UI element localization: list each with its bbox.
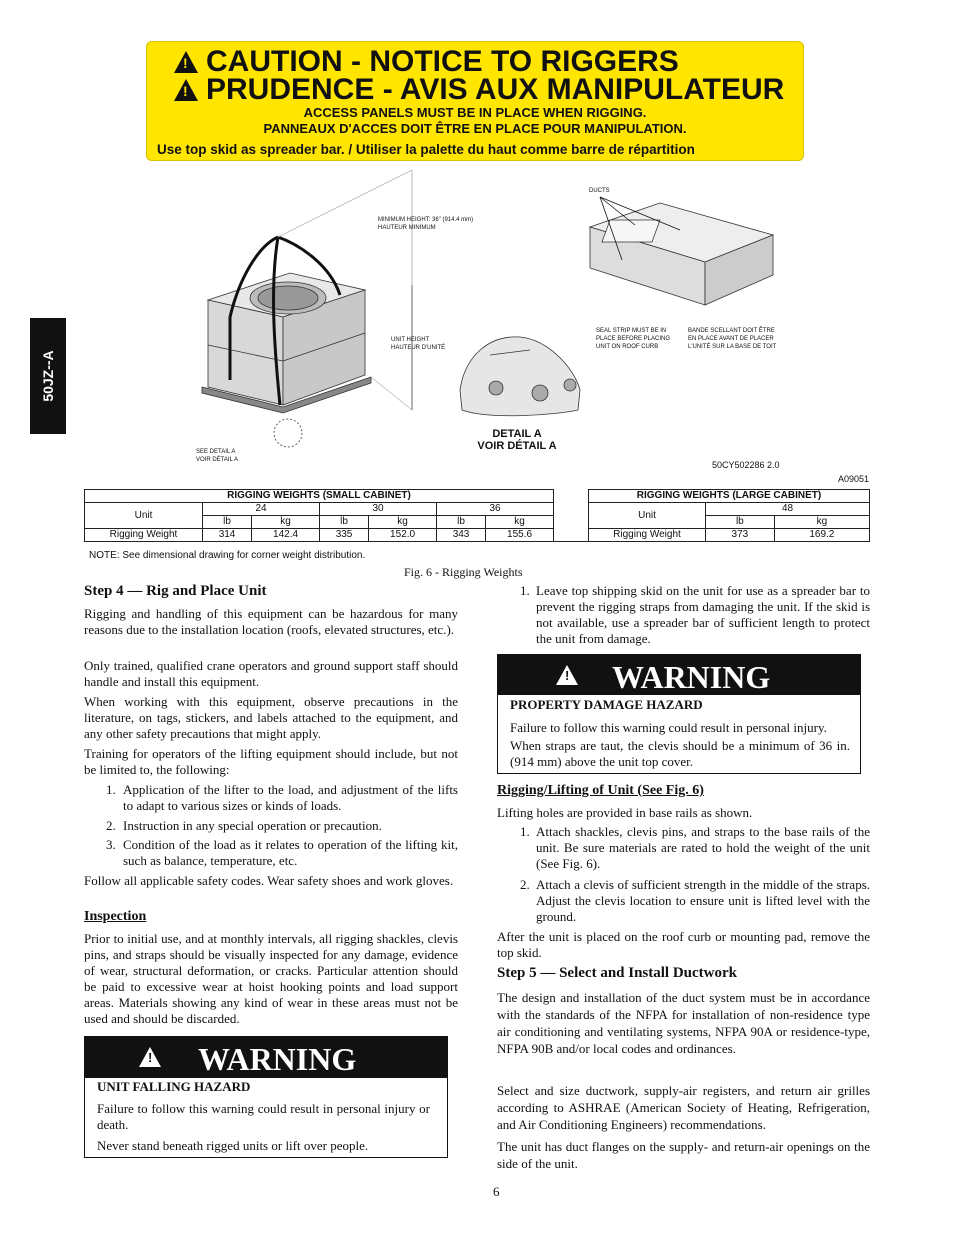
hazard-label: UNIT FALLING HAZARD — [97, 1079, 251, 1094]
figure-id: A09051 — [838, 474, 870, 484]
see-detail-label-fr: VOIR DÉTAIL A — [196, 457, 239, 463]
paragraph: Follow all applicable safety codes. Wear safety shoes and work gloves. — [84, 873, 454, 888]
size-36: 36 — [437, 503, 554, 516]
side-tab-label: 50JZ--A — [40, 350, 56, 402]
size-48: 48 — [706, 503, 870, 516]
drawing-number: 50CY502286 2.0 — [712, 460, 780, 470]
list-item: Instruction in any special operation or precaution. — [123, 818, 382, 833]
unit-height-label: UNIT HEIGHT — [391, 337, 430, 343]
seal-fr-2: EN PLACE AVANT DE PLACER — [688, 336, 774, 342]
detail-a-label — [467, 428, 567, 452]
value-cell: 142.4 — [252, 529, 320, 542]
table-spacer — [554, 490, 589, 529]
value-cell: 152.0 — [369, 529, 437, 542]
caution-title-en: !CAUTION - NOTICE TO RIGGERS — [174, 46, 679, 78]
list-item: Attach shackles, clevis pins, and straps to the base rails of the unit. Be sure materials are rated to hold the weight of the unit (See Fig. 6). — [536, 824, 870, 871]
lb-header: lb — [437, 516, 486, 529]
warning-text: When straps are taut, the clevis should be a minimum of 36 in. (914 mm) above the unit top cover. — [510, 738, 850, 769]
warning-triangle-icon — [556, 665, 578, 685]
list-item: Attach a clevis of sufficient strength in the middle of the straps. Adjust the clevis location to ensure unit is lifted level with the ground. — [536, 877, 870, 924]
min-height-label: MINIMUM HEIGHT: 36" (914.4 mm) — [378, 217, 474, 223]
paragraph: Only trained, qualified crane operators and ground support staff should handle and install this equipment. — [84, 658, 458, 689]
paragraph: Prior to initial use, and at monthly intervals, all rigging shackles, clevis pins, and straps should be visually inspected for any damage, evidence of wear, structural deformation, or cracks. Particular attention should be paid to excessive wear at hoist hooking points and load support areas. Materials showing any kind of wear in these areas must not be used and should be discarded. — [84, 931, 458, 1026]
warning-triangle-icon — [174, 79, 198, 101]
warning-text: Failure to follow this warning could result in personal injury. — [510, 720, 827, 735]
warning-title: WARNING — [198, 1041, 357, 1077]
list-item: Leave top shipping skid on the unit for use as a spreader bar to prevent the rigging straps from damaging the unit. If the skid is not available, use a spreader bar of sufficient length to protect the unit from damage. — [536, 583, 870, 646]
list-number: 1. — [520, 583, 530, 598]
list-item: Condition of the load as it relates to operation of the lifting kit, such as balance, temperature, etc. — [123, 837, 458, 868]
row-label: Rigging Weight — [85, 529, 203, 542]
lb-header: lb — [320, 516, 369, 529]
list-item: Application of the lifter to the load, and adjustment of the lifts to adapt to various sizes or kinds of loads. — [123, 782, 458, 813]
size-24: 24 — [203, 503, 320, 516]
lb-header: lb — [706, 516, 775, 529]
warning-header — [498, 655, 860, 695]
seal-en-1: SEAL STRIP MUST BE IN — [596, 328, 667, 334]
kg-header: kg — [252, 516, 320, 529]
list-number: 1. — [106, 782, 116, 797]
side-tab — [30, 318, 66, 434]
paragraph: Lifting holes are provided in base rails as shown. — [497, 805, 753, 820]
unit-height-label-fr: HAUTEUR D'UNITÉ — [391, 345, 446, 351]
seal-en-2: PLACE BEFORE PLACING — [596, 336, 671, 342]
value-cell: 169.2 — [774, 529, 869, 542]
step4-heading: Step 4 — Rig and Place Unit — [84, 583, 267, 599]
warning-triangle-icon — [139, 1047, 161, 1067]
caution-access-fr: PANNEAUX D'ACCES DOIT ÊTRE EN PLACE POUR MANIPULATION. — [263, 121, 687, 136]
value-cell: 373 — [706, 529, 775, 542]
warning-box-property — [497, 654, 861, 774]
rigging-lifting-heading: Rigging/Lifting of Unit (See Fig. 6) — [497, 783, 704, 798]
value-cell: 155.6 — [486, 529, 554, 542]
ducts-label: DUCTS — [589, 188, 610, 194]
unit-header-large: Unit — [589, 503, 706, 529]
paragraph: The unit has duct flanges on the supply- and return-air openings on the side of the unit. — [497, 1139, 870, 1171]
warning-header — [85, 1037, 447, 1078]
warning-text: Never stand beneath rigged units or lift over people. — [97, 1138, 369, 1153]
value-cell: 335 — [320, 529, 369, 542]
detail-a-text: DETAIL A — [492, 428, 542, 440]
value-cell: 343 — [437, 529, 486, 542]
step5-heading: Step 5 — Select and Install Ductwork — [497, 965, 738, 981]
paragraph: The design and installation of the duct system must be in accordance with the standards of the NFPA for installation of non-residence type air conditioning and ventilating systems, NFPA 90A or residence-type, NFPA 90B and/or local codes and ordinances. — [497, 990, 870, 1056]
seal-fr-1: BANDE SCELLANT DOIT ÊTRE — [688, 328, 775, 334]
value-cell: 314 — [203, 529, 252, 542]
see-detail-label: SEE DETAIL A — [196, 449, 236, 455]
detail-a-text-fr: VOIR DÉTAIL A — [477, 440, 557, 452]
caution-title-fr: !PRUDENCE - AVIS AUX MANIPULATEUR — [174, 74, 784, 106]
list-number: 2. — [106, 818, 116, 833]
lb-header: lb — [203, 516, 252, 529]
inspection-heading: Inspection — [84, 909, 147, 924]
seal-en-3: UNIT ON ROOF CURB — [596, 344, 659, 350]
size-30: 30 — [320, 503, 437, 516]
min-height-label-fr: HAUTEUR MINIMUM — [378, 225, 436, 231]
hazard-label: PROPERTY DAMAGE HAZARD — [510, 697, 703, 712]
kg-header: kg — [369, 516, 437, 529]
page-number: 6 — [493, 1184, 500, 1199]
figure-caption: Fig. 6 - Rigging Weights — [404, 565, 523, 579]
list-number: 2. — [520, 877, 530, 892]
caution-access-en: ACCESS PANELS MUST BE IN PLACE WHEN RIGGING. — [303, 105, 647, 120]
warning-title: WARNING — [612, 659, 771, 695]
table-spacer — [554, 529, 589, 542]
warning-box-falling — [84, 1036, 448, 1158]
table-note: NOTE: See dimensional drawing for corner weight distribution. — [89, 550, 366, 561]
unit-header: Unit — [85, 503, 203, 529]
paragraph: Select and size ductwork, supply-air registers, and return air grilles according to ASHRAE (American Society of Heating, Refrigeration, and Air Conditioning Engineers) recommendations. — [497, 1083, 870, 1132]
seal-fr-3: L'UNITÉ SUR LA BASE DE TOIT — [688, 344, 777, 350]
row-label-large: Rigging Weight — [589, 529, 706, 542]
warning-text: Failure to follow this warning could result in personal injury or death. — [97, 1101, 430, 1132]
list-number: 1. — [520, 824, 530, 839]
large-cabinet-title: RIGGING WEIGHTS (LARGE CABINET) — [589, 490, 870, 503]
kg-header: kg — [486, 516, 554, 529]
paragraph: After the unit is placed on the roof curb or mounting pad, remove the top skid. — [497, 929, 870, 960]
caution-banner — [146, 41, 804, 161]
warning-triangle-icon — [174, 51, 198, 73]
kg-header: kg — [774, 516, 869, 529]
small-cabinet-title: RIGGING WEIGHTS (SMALL CABINET) — [85, 490, 554, 503]
paragraph: When working with this equipment, observe precautions in the literature, on tags, stickers, and labels attached to the equipment, and any other safety precautions that might apply. — [84, 694, 458, 741]
list-number: 3. — [106, 837, 116, 852]
rigging-weights-table — [84, 489, 870, 542]
paragraph: Training for operators of the lifting equipment should include, but not be limited to, the following: — [84, 746, 458, 777]
caution-spreader-note: Use top skid as spreader bar. / Utiliser la palette du haut comme barre de répartition — [157, 142, 695, 157]
paragraph: Rigging and handling of this equipment can be hazardous for many reasons due to the installation location (roofs, elevated structures, etc.). — [84, 606, 458, 637]
